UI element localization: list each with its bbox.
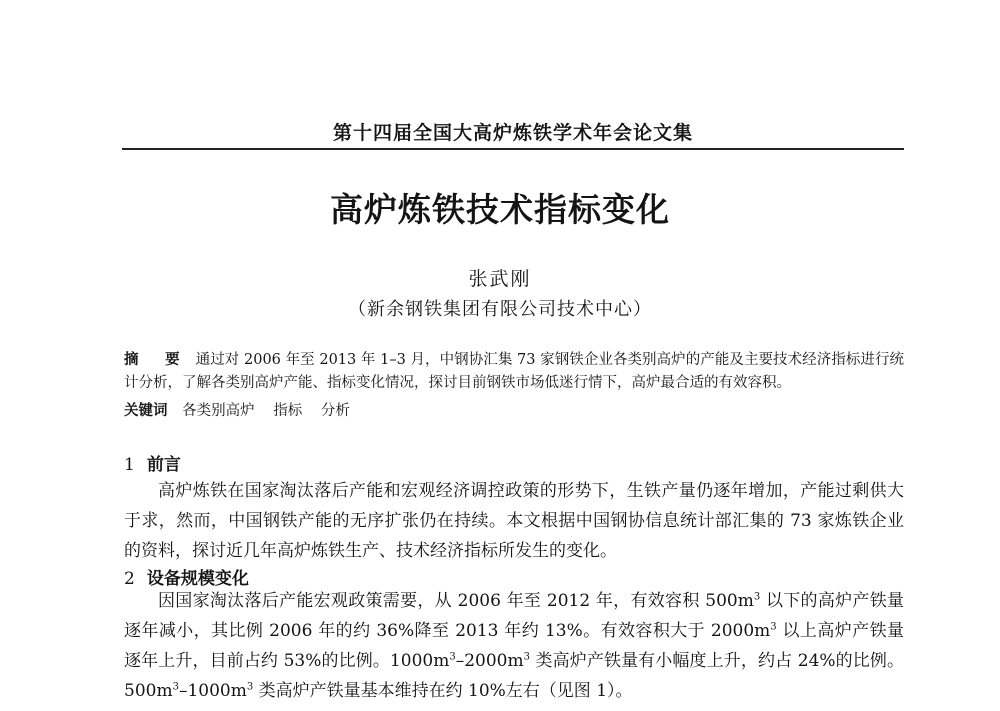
proceedings-header: 第十四届全国大高炉炼铁学术年会论文集: [332, 122, 693, 144]
author-affiliation: （新余钢铁集团有限公司技术中心）: [348, 299, 652, 320]
abstract-text: 通过对 2006 年至 2013 年 1–3 月，中钢协汇集 73 家钢铁企业各类别高炉的产能及主要技术经济指标进行统计分析，了解各类别高炉产能、指标变化情况，探讨目前钢铁市场低迷行情下，高炉最合适的有效容积。: [124, 352, 905, 391]
section-number: 1: [124, 455, 135, 475]
paper-title: 高炉炼铁技术指标变化: [330, 190, 670, 229]
keyword-item: 分析: [320, 403, 350, 419]
header-rule: [122, 148, 904, 150]
section-1-paragraph: 高炉炼铁在国家淘汰落后产能和宏观经济调控政策的形势下，生铁产量仍逐年增加，产能过剩供大于求，然而，中国钢铁产能的无序扩张仍在持续。本文根据中国钢协信息统计部汇集的 73 家炼铁企业的资料，探讨近几年高炉炼铁生产、技术经济指标所发生的变化。: [124, 481, 904, 561]
section-heading-1: [124, 450, 181, 475]
keywords: [124, 399, 904, 420]
section-2-paragraph: 因国家淘汰落后产能宏观政策需要，从 2006 年至 2012 年，有效容积 $500m^3$ 以下的高炉产铁量逐年减小，其比例 2006 年的约 36%降至 2013 年约 13%。有效容积大于 $2000m^3$ 以上高炉产铁量逐年上升，目前占约 53%的比例。$1000m^3-2000m^3$ 类高炉产铁量有小幅度上升，约占 24%的比例。$500m^3-1000m^3$ 类高炉产铁量基本维持在约 10%左右（见图 1）。: [124, 591, 905, 701]
section-number: 2: [124, 569, 135, 589]
author-name: 张武刚: [468, 268, 532, 290]
abstract: [124, 349, 904, 395]
abstract-label: 摘 要: [124, 352, 186, 368]
keywords-label: 关键词: [124, 403, 168, 419]
keyword-item: 指标: [273, 403, 303, 419]
keyword-item: 各类别高炉: [182, 403, 255, 419]
section-title: 前言: [146, 455, 181, 475]
section-title: 设备规模变化: [146, 569, 249, 589]
